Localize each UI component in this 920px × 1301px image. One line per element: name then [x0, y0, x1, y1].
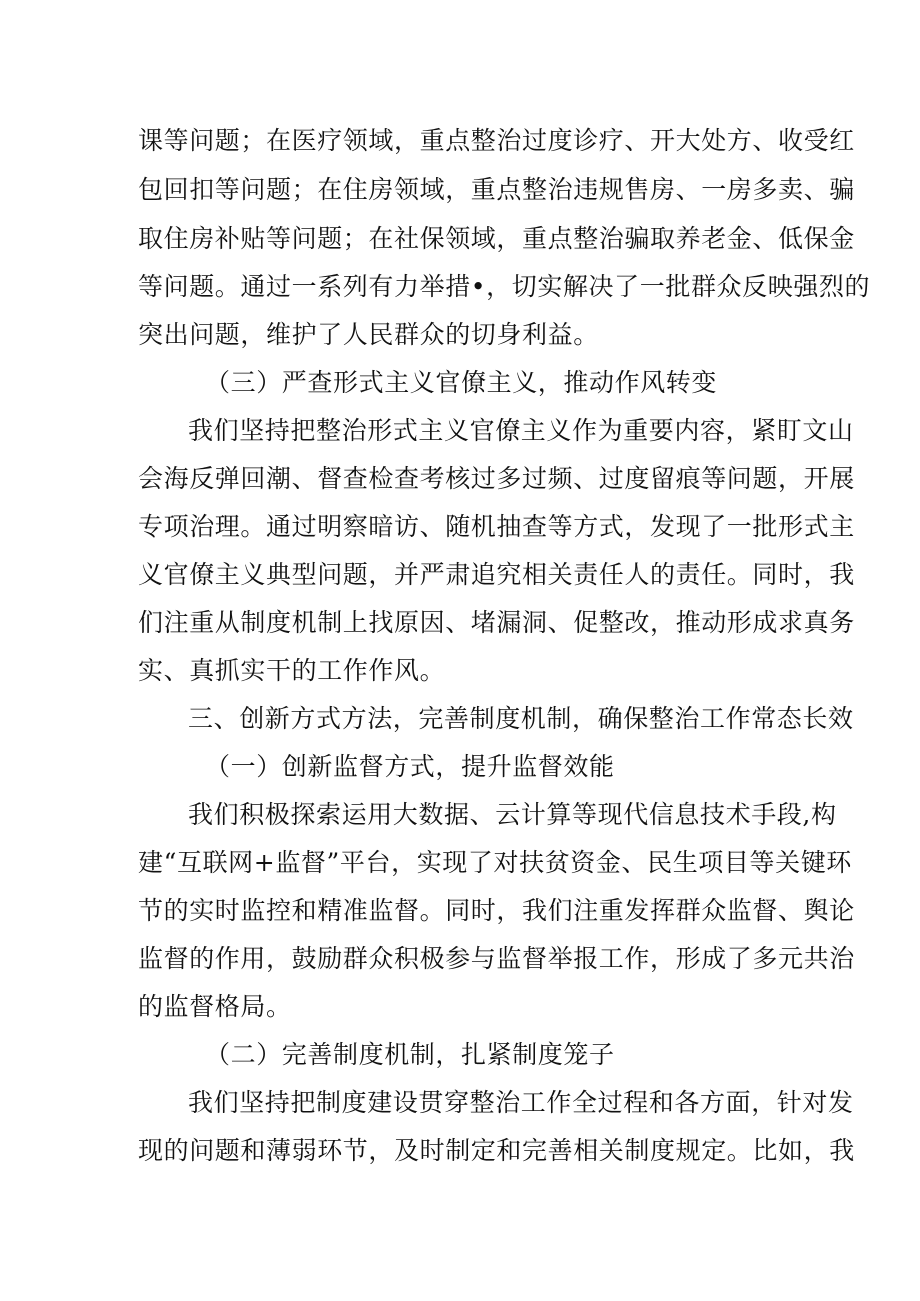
body-text-line: 建“互联网+监督”平台，实现了对扶贫资金、民生项目等关键环 [138, 848, 852, 877]
body-text-line: 监督的作用，鼓励群众积极参与监督举报工作，形成了多元共治 [138, 944, 855, 973]
body-text-line: 专项治理。通过明察暗访、随机抽查等方式，发现了一批形式主 [138, 512, 855, 541]
section-heading: （三）严查形式主义官僚主义，推动作风转变 [205, 368, 718, 397]
body-text-line: 会海反弹回潮、督查检查考核过多过频、过度留痕等问题，开展 [138, 464, 855, 493]
body-text-line: 突出问题，维护了人民群众的切身利益。 [138, 320, 599, 349]
body-text-line: 我们坚持把制度建设贯穿整治工作全过程和各方面，针对发 [188, 1088, 854, 1117]
section-heading: （一）创新监督方式，提升监督效能 [205, 752, 615, 781]
body-text-line: 等问题。通过一系列有力举措•，切实解决了一批群众反映强烈的 [138, 272, 871, 301]
body-text-line: 我们坚持把整治形式主义官僚主义作为重要内容，紧盯文山 [188, 416, 854, 445]
body-text-line: 我们积极探索运用大数据、云计算等现代信息技术手段,构 [188, 800, 837, 829]
body-text-line: 现的问题和薄弱环节，及时制定和完善相关制度规定。比如，我 [138, 1136, 855, 1165]
body-text-line: 们注重从制度机制上找原因、堵漏洞、促整改，推动形成求真务 [138, 608, 855, 637]
body-text-line: 的监督格局。 [138, 992, 292, 1021]
body-text-line: 包回扣等问题；在住房领域，重点整治违规售房、一房多卖、骗 [138, 175, 855, 204]
section-heading: （二）完善制度机制，扎紧制度笼子 [205, 1040, 615, 1069]
body-text-line: 取住房补贴等问题；在社保领域，重点整治骗取养老金、低保金 [138, 224, 855, 253]
body-text-line: 节的实时监控和精准监督。同时，我们注重发挥群众监督、舆论 [138, 896, 855, 925]
body-text-line: 课等问题；在医疗领域，重点整治过度诊疗、开大处方、收受红 [138, 126, 855, 155]
body-text-line: 实、真抓实干的工作作风。 [138, 656, 446, 685]
chapter-heading: 三、创新方式方法，完善制度机制，确保整治工作常态长效 [188, 704, 854, 733]
body-text-line: 义官僚主义典型问题，并严肃追究相关责任人的责任。同时，我 [138, 560, 855, 589]
